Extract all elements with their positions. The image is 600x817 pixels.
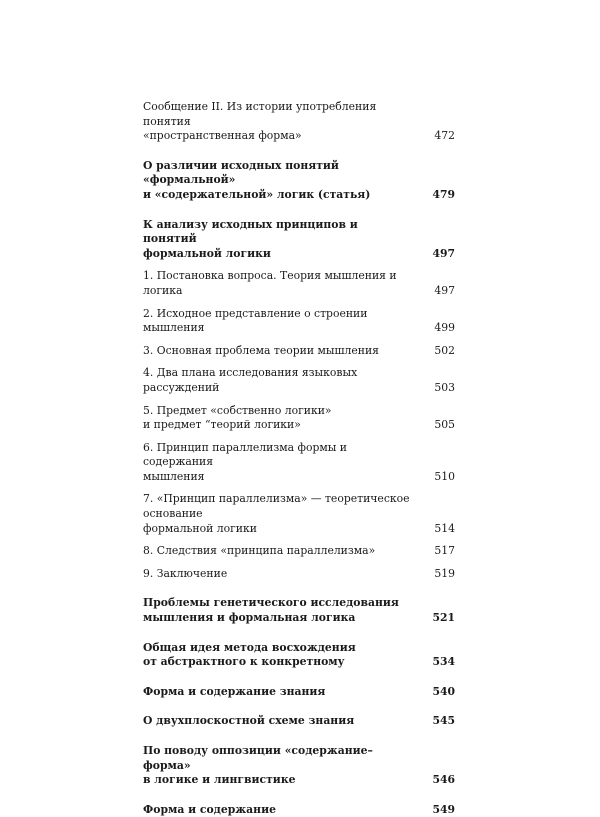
toc-entry-page: 546 xyxy=(432,773,455,787)
toc-entry-page: 503 xyxy=(434,380,455,394)
toc-entry-title: Форма и содержание xyxy=(143,802,276,816)
toc-entry-0 xyxy=(143,100,455,144)
toc-entry-page: 517 xyxy=(434,544,455,558)
toc-entry-page: 497 xyxy=(432,246,455,260)
toc-entry-9 xyxy=(143,492,455,536)
toc-entry-5 xyxy=(143,344,455,359)
toc-entry-10 xyxy=(143,544,455,559)
toc-entry-title: К анализу исходных принципов и понятий формальной логики xyxy=(143,217,358,260)
toc-entry-title: 6. Принцип параллелизма формы и содержания мышления xyxy=(143,440,348,483)
toc-entry-page: 505 xyxy=(434,418,455,432)
toc-entry-title: Общая идея метода восхождения от абстрактного к конкретному xyxy=(143,640,356,669)
toc-entry-title: Форма и содержание знания xyxy=(143,684,326,698)
toc-entry-title: 3. Основная проблема теории мышления xyxy=(143,343,379,357)
toc-entry-4 xyxy=(143,307,455,336)
toc-entry-page: 534 xyxy=(432,655,455,669)
toc-entry-14 xyxy=(143,685,455,700)
toc-entry-page: 514 xyxy=(434,521,455,535)
toc-entry-title: 2. Исходное представление о строении мышления xyxy=(143,306,368,335)
toc-entry-page: 472 xyxy=(434,129,455,143)
toc-entry-8 xyxy=(143,441,455,485)
toc-entry-page: 510 xyxy=(434,469,455,483)
toc-entry-title: 4. Два плана исследования языковых рассуждений xyxy=(143,366,358,394)
toc-entry-title: 8. Следствия «принципа параллелизма» xyxy=(143,544,376,558)
toc-entry-3 xyxy=(143,269,455,298)
toc-entry-page: 540 xyxy=(432,684,455,698)
toc-entry-17 xyxy=(143,803,455,817)
toc-entry-title: 7. «Принцип параллелизма» — теоретическое основание формальной логики xyxy=(143,492,410,535)
toc-entry-page: 479 xyxy=(432,187,455,201)
toc-entry-1 xyxy=(143,159,455,203)
toc-entry-title: О двухплоскостной схеме знания xyxy=(143,714,355,728)
toc-entry-6 xyxy=(143,366,455,395)
toc-entry-page: 521 xyxy=(432,611,455,625)
toc-entry-2 xyxy=(143,218,455,262)
toc-entry-title: 5. Предмет «собственно логики» и предмет “теорий логики» xyxy=(143,403,332,432)
toc-entry-page: 519 xyxy=(434,566,455,580)
toc-entry-page: 545 xyxy=(432,714,455,728)
toc-entry-page: 502 xyxy=(434,343,455,357)
toc-entry-title: О различии исходных понятий «формальной» и «содержательной» логик (статья) xyxy=(143,158,371,201)
toc-entry-16 xyxy=(143,744,455,788)
toc-entry-12 xyxy=(143,596,455,625)
toc-entry-11 xyxy=(143,567,455,582)
toc-entry-title: 1. Постановка вопроса. Теория мышления и логика xyxy=(143,269,397,297)
toc-entry-13 xyxy=(143,641,455,670)
toc-entry-15 xyxy=(143,714,455,729)
toc-entry-title: 9. Заключение xyxy=(143,566,228,580)
toc-entry-page: 549 xyxy=(432,802,455,816)
toc-entry-title: По поводу оппозиции «содержание–форма» в логике и лингвистике xyxy=(143,744,373,787)
toc-entry-title: Сообщение II. Из истории употребления понятия «пространственная форма» xyxy=(143,100,377,143)
toc-entry-page: 499 xyxy=(434,321,455,335)
table-of-contents xyxy=(143,100,455,817)
toc-entry-page: 497 xyxy=(434,283,455,297)
toc-entry-title: Проблемы генетического исследования мышления и формальная логика xyxy=(143,596,399,625)
toc-entry-7 xyxy=(143,404,455,433)
